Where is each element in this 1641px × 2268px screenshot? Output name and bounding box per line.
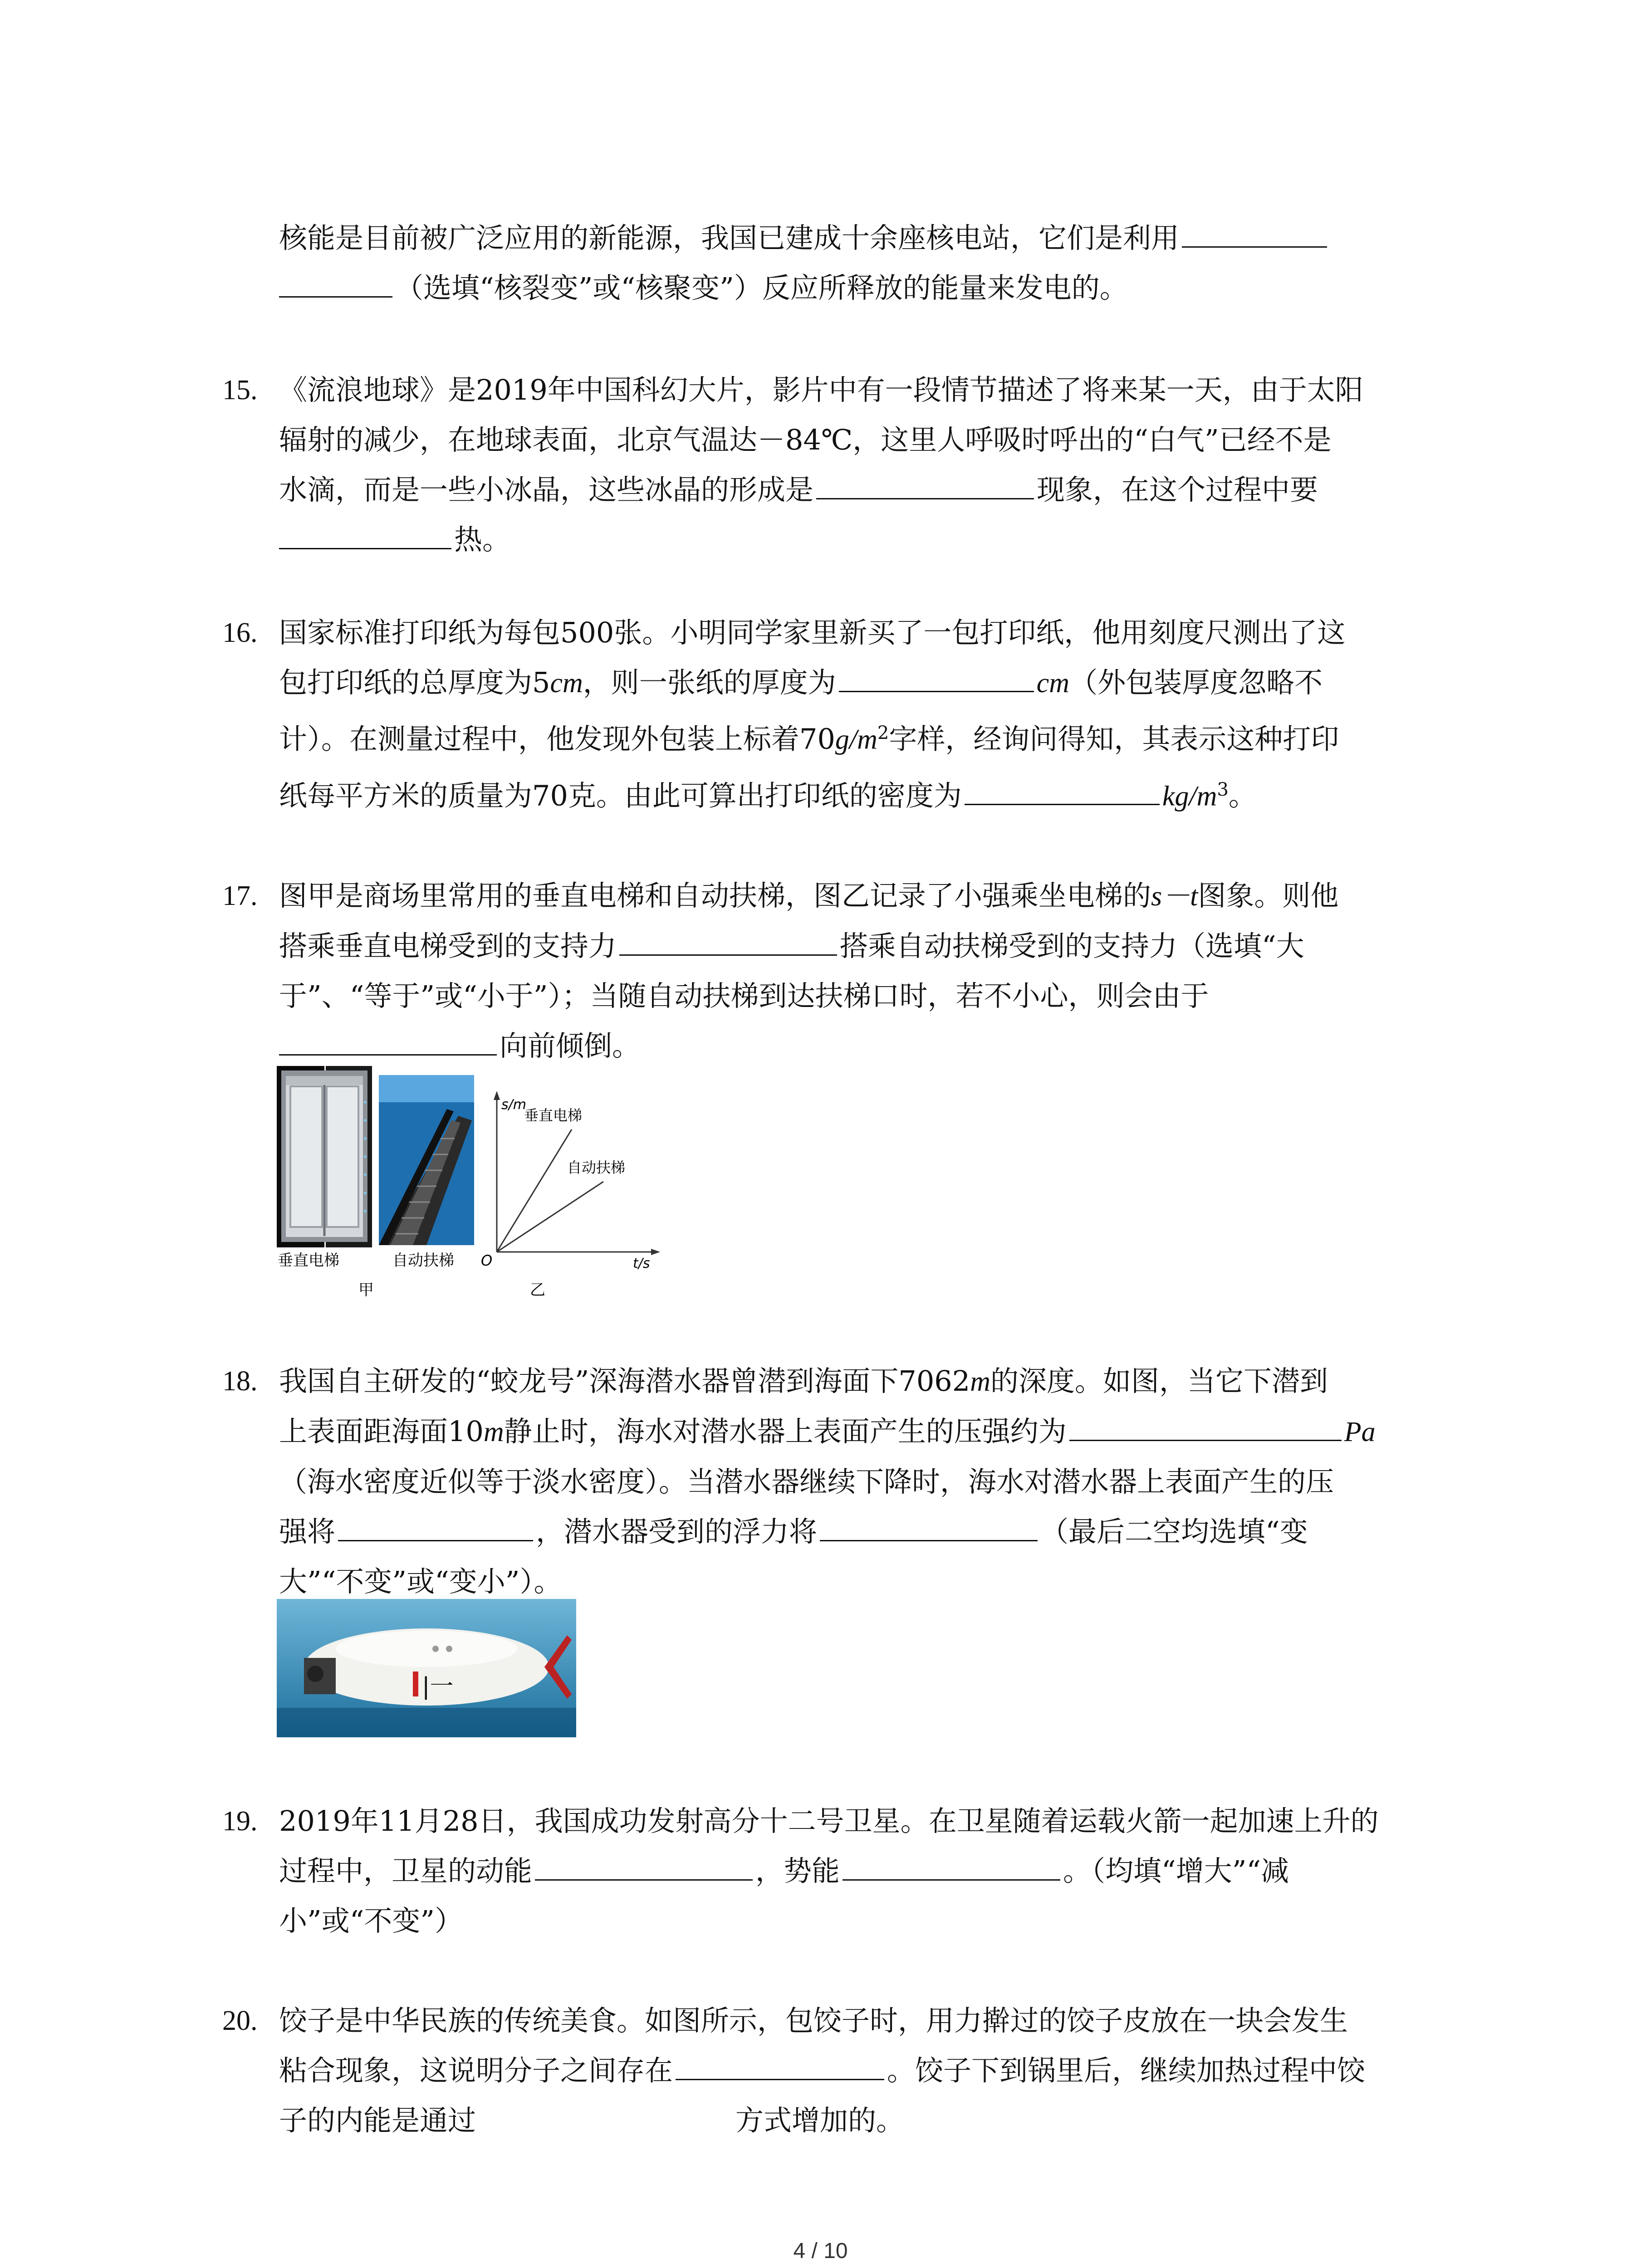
q19-text bbox=[279, 1796, 1440, 1946]
q15-blank-1[interactable] bbox=[816, 498, 1034, 499]
q18-line3: （海水密度近似等于淡水密度）。当潜水器继续下降时，海水对潜水器上表面产生的压 bbox=[279, 1465, 1334, 1498]
label-vertical-elevator: 垂直电梯 bbox=[278, 1251, 339, 1270]
q15-line4: 热。 bbox=[279, 515, 1440, 565]
q17-line4: 向前倾倒。 bbox=[279, 1021, 1440, 1071]
q15-number: 15. bbox=[222, 375, 258, 406]
q19-line1: 2019年11月28日，我国成功发射高分十二号卫星。在卫星随着运载火箭一起加速上升的 bbox=[279, 1804, 1379, 1838]
q19-number: 19. bbox=[222, 1806, 258, 1837]
y-axis-label: s/m bbox=[501, 1097, 526, 1113]
origin-label: O bbox=[481, 1252, 493, 1269]
q20-line3: 子的内能是通过 方式增加的。 bbox=[279, 2104, 905, 2137]
x-axis-arrow-icon bbox=[651, 1249, 660, 1255]
q18-line4: 强将 ，潜水器受到的浮力将 （最后二空均选填“变 bbox=[279, 1515, 1308, 1548]
submersible-svg bbox=[277, 1599, 576, 1737]
q18-line5: 大”“不变”或“变小”）。 bbox=[279, 1565, 562, 1598]
x-axis-label: t/s bbox=[633, 1256, 650, 1271]
q17-blank-1[interactable] bbox=[619, 954, 837, 956]
q18-blank-1[interactable] bbox=[1069, 1439, 1342, 1441]
vertical-elevator-photo bbox=[277, 1066, 372, 1247]
q20-blank-1[interactable] bbox=[676, 2078, 884, 2080]
label-yi: 乙 bbox=[530, 1281, 545, 1299]
q17-line3: 于”、“等于”或“小于”）；当随自动扶梯到达扶梯口时，若不小心，则会由于 bbox=[279, 979, 1209, 1012]
q16-number: 16. bbox=[222, 617, 258, 648]
q14-blank-1a[interactable] bbox=[1182, 246, 1327, 248]
q15-text bbox=[279, 365, 1440, 565]
line-label-escalator: 自动扶梯 bbox=[567, 1159, 626, 1176]
q16-line2: 包打印纸的总厚度为5cm，则一张纸的厚度为 cm（外包装厚度忽略不 bbox=[279, 666, 1323, 699]
q17-figure bbox=[277, 1066, 667, 1302]
q18-submersible-figure bbox=[277, 1599, 576, 1737]
q16-line3: 计）。在测量过程中，他发现外包装上标着$70g/m^2$字样，经询问得知，其表示这种打印 bbox=[279, 722, 1339, 756]
q20-blank-2[interactable] bbox=[479, 2128, 733, 2130]
q17-blank-2[interactable] bbox=[279, 1054, 497, 1056]
st-graph bbox=[481, 1091, 660, 1299]
q18-line2: 上表面距海面10m静止时，海水对潜水器上表面产生的压强约为 Pa bbox=[279, 1415, 1376, 1448]
line-vertical-elevator bbox=[497, 1129, 572, 1252]
page-number: 4 / 10 bbox=[793, 2239, 848, 2263]
escalator-photo bbox=[379, 1075, 474, 1245]
q17-line2: 搭乘垂直电梯受到的支持力 搭乘自动扶梯受到的支持力（选填“大 bbox=[279, 929, 1304, 963]
q14-blank-1b[interactable] bbox=[279, 296, 392, 298]
q20-number: 20. bbox=[222, 2005, 258, 2036]
q20-text bbox=[279, 1996, 1440, 2146]
q19-line3: 小”或“不变”） bbox=[279, 1904, 463, 1937]
q15-line2: 辐射的减少，在地球表面，北京气温达－84℃，这里人呼吸时呼出的“白气”已经不是 bbox=[279, 423, 1332, 456]
y-axis-arrow-icon bbox=[494, 1091, 500, 1100]
q16-blank-1[interactable] bbox=[839, 690, 1034, 692]
q14-line2: （选填“核裂变”或“核聚变”）反应所释放的能量来发电的。 bbox=[279, 263, 1440, 313]
q19-line2: 过程中，卫星的动能 ，势能 。（均填“增大”“减 bbox=[279, 1854, 1289, 1887]
q14-line1: 核能是目前被广泛应用的新能源，我国已建成十余座核电站，它们是利用 bbox=[279, 213, 1440, 263]
q20-line1: 饺子是中华民族的传统美食。如图所示，包饺子时，用力擀过的饺子皮放在一块会发生 bbox=[279, 2004, 1348, 2037]
q18-line1: 我国自主研发的“蛟龙号”深海潜水器曾潜到海面下7062m的深度。如图，当它下潜到 bbox=[279, 1364, 1328, 1398]
q20-line2: 粘合现象，这说明分子之间存在 。饺子下到锅里后，继续加热过程中饺 bbox=[279, 2054, 1366, 2087]
q18-blank-3[interactable] bbox=[820, 1540, 1038, 1541]
q17-number: 17. bbox=[222, 880, 258, 911]
q17-figure-svg bbox=[277, 1066, 667, 1302]
q15-line3: 水滴，而是一些小冰晶，这些冰晶的形成是 现象，在这个过程中要 bbox=[279, 473, 1318, 506]
q18-number: 18. bbox=[222, 1366, 258, 1397]
q16-line1: 国家标准打印纸为每包500张。小明同学家里新买了一包打印纸，他用刻度尺测出了这 bbox=[279, 616, 1346, 649]
q15-line1: 《流浪地球》是2019年中国科幻大片，影片中有一段情节描述了将来某一天，由于太阳 bbox=[279, 373, 1363, 406]
submersible-marking: |一 bbox=[422, 1673, 454, 1700]
q16-blank-2[interactable] bbox=[965, 803, 1160, 805]
q18-text bbox=[279, 1356, 1440, 1607]
line-escalator bbox=[497, 1182, 603, 1252]
label-escalator: 自动扶梯 bbox=[392, 1251, 454, 1270]
q17-line1: 图甲是商场里常用的垂直电梯和自动扶梯，图乙记录了小强乘坐电梯的s－t图象。则他 bbox=[279, 879, 1339, 912]
line-label-vertical: 垂直电梯 bbox=[524, 1107, 583, 1124]
q15-blank-2[interactable] bbox=[279, 547, 451, 549]
q19-blank-2[interactable] bbox=[843, 1879, 1060, 1881]
q14-text bbox=[279, 213, 1440, 313]
q19-blank-1[interactable] bbox=[535, 1879, 753, 1881]
q18-blank-2[interactable] bbox=[338, 1540, 533, 1541]
q17-text bbox=[279, 871, 1440, 1071]
label-jia: 甲 bbox=[358, 1281, 374, 1299]
q16-line4: 纸每平方米的质量为70克。由此可算出打印纸的密度为 $kg/m^3$。 bbox=[279, 779, 1257, 812]
q16-text bbox=[279, 608, 1440, 821]
